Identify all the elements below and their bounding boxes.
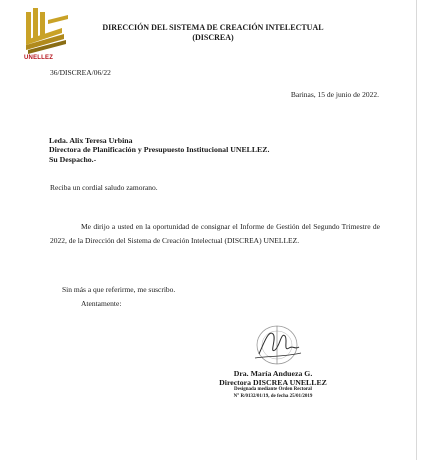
letter-date: Barinas, 15 de junio de 2022. [290, 90, 379, 99]
reference-number: 36/DISCREA/06/22 [50, 68, 111, 77]
recipient-name: Leda. Alix Teresa Urbina [49, 136, 133, 145]
letterhead-title [88, 23, 338, 42]
signatory-designation: Designada mediante Orden Rectoral [234, 387, 312, 392]
letterhead-line-2: (DISCREA) [192, 32, 234, 42]
valediction: Atentamente: [81, 299, 122, 308]
closing-line: Sin más a que referirme, me suscribo. [62, 285, 176, 294]
body-paragraph: Me dirijo a usted en la oportunidad de consignar el Informe de Gestión del Segundo Trimestre de 2022, de la Dirección del Sistema de Creación Intelectual (DISCREA) UNELLEZ. [50, 222, 380, 245]
recipient-block [49, 136, 269, 164]
logo-caption: UNELLEZ [24, 55, 54, 61]
greeting: Reciba un cordial saludo zamorano. [50, 183, 158, 192]
signature-block [196, 369, 350, 400]
recipient-position: Directora de Planificación y Presupuesto Institucional UNELLEZ. [49, 145, 270, 155]
handwritten-signature [247, 320, 307, 368]
letterhead-line-1: DIRECCIÓN DEL SISTEMA DE CREACIÓN INTELECTUAL [102, 23, 324, 32]
signatory-order-number: N° R/0132/01/19, de fecha 25/01/2019 [233, 393, 313, 399]
recipient-office: Su Despacho.- [49, 154, 97, 164]
signatory-name: Dra. María Andueza G. [233, 369, 313, 378]
signatory-title: Directora DISCREA UNELLEZ [219, 378, 327, 387]
